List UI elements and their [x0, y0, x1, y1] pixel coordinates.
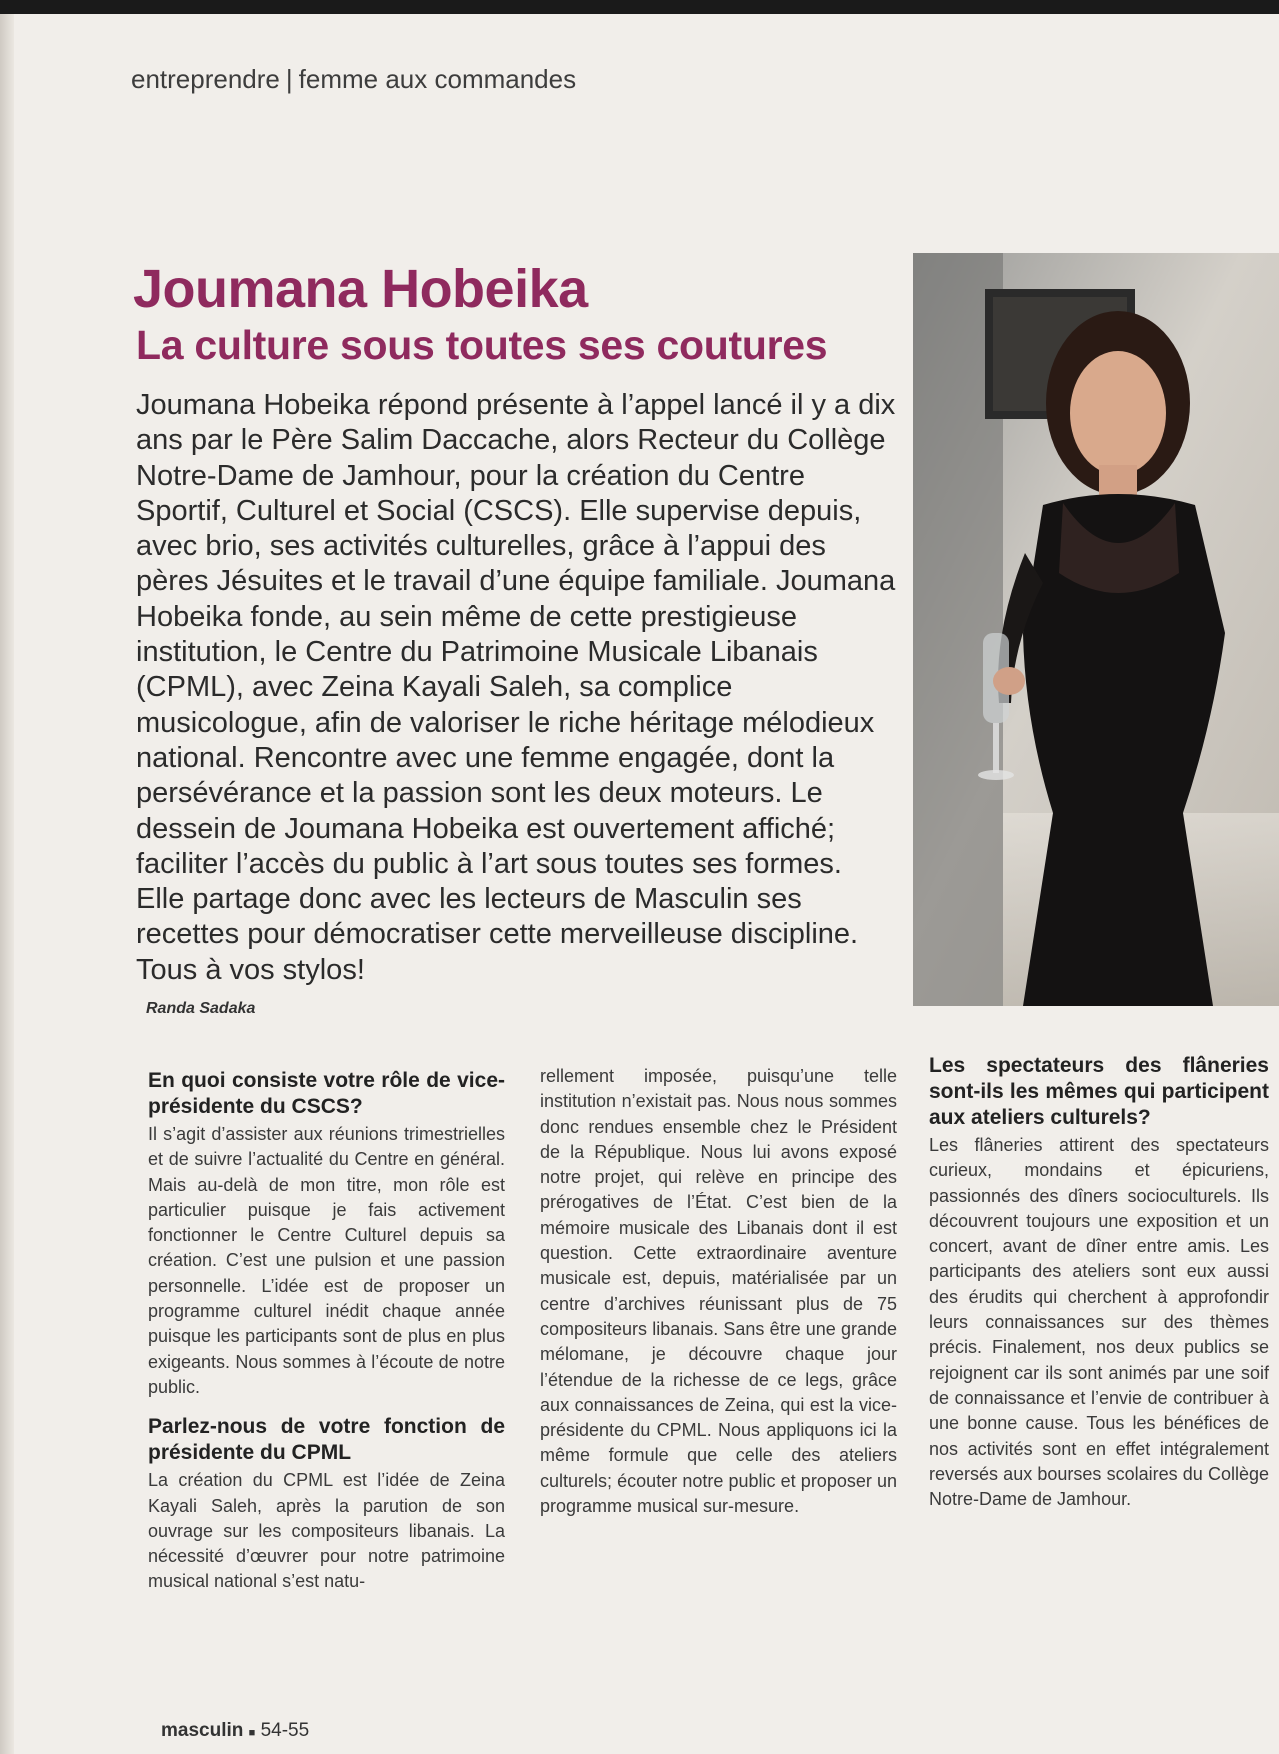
question-3: Les spectateurs des flâneries sont-ils les mêmes qui participent aux ateliers culturels?: [929, 1054, 1269, 1129]
column-3: [929, 1053, 1269, 1512]
page-numbers: 54-55: [260, 1720, 310, 1741]
scan-top-edge: [0, 0, 1279, 14]
article-title: Joumana Hobeika: [133, 259, 588, 319]
answer-1: Il s’agit d’assister aux réunions trimestrielles et de suivre l’actualité du Centre en général. Mais au-delà de mon titre, mon rôle est particulier puisque je fais activement fonctionner le Centre Culturel depuis sa création. C’est une pulsion et une passion personnelle. L’idée est de proposer un programme culturel inédit chaque année puisque les participants sont de plus en plus exigeants. Nous sommes à l’écoute de notre public.: [148, 1124, 505, 1397]
question-1: En quoi consiste votre rôle de vice-présidente du CSCS?: [148, 1069, 505, 1118]
header-separator: |: [285, 64, 293, 94]
column-2: [540, 1064, 897, 1519]
column-1: [148, 1068, 505, 1595]
magazine-brand: masculin: [161, 1720, 244, 1741]
author-byline: Randa Sadaka: [146, 1000, 256, 1017]
section-label: entreprendre: [131, 64, 280, 94]
answer-3: Les flâneries attirent des spectateurs curieux, mondains et épicuriens, passionnés des dîners socioculturels. Ils découvrent toujours une exposition et un concert, avant de dîner entre amis. Les participants des ateliers sont eux aussi des érudits qui cherchent à approfondir leurs connaissances sur des thèmes précis. Finalement, nos deux publics se rejoignent car ils sont animés par une soif de connaissance et l’envie de contribuer à une bonne cause. Tous les bénéfices de nos activités sont en effet intégralement reversés aux bourses scolaires du Collège Notre-Dame de Jamhour.: [929, 1135, 1269, 1510]
article-subtitle: La culture sous toutes ses coutures: [136, 322, 828, 368]
portrait-illustration: [913, 253, 1279, 1006]
answer-2-part-1: La création du CPML est l’idée de Zeina Kayali Saleh, après la parution de son ouvrage sur les compositeurs libanais. La nécessité d’œuvrer pour notre patrimoine musical national s’est natu-: [148, 1470, 505, 1592]
footer-bullet: ■: [248, 1727, 256, 1739]
page-footer: [161, 1720, 309, 1742]
portrait-photo: [913, 253, 1279, 1006]
section-topic: femme aux commandes: [298, 64, 577, 94]
question-2: Parlez-nous de votre fonction de présidente du CPML: [148, 1415, 505, 1465]
article-intro: Joumana Hobeika répond présente à l’appel lancé il y a dix ans par le Père Salim Daccache, alors Recteur du Collège Notre-Dame de Jamhour, pour la création du Centre Sportif, Culturel et Social (CSCS). Elle supervise depuis, avec brio, ses activités culturelles, grâce à l’appui des pères Jésuites et le travail d’une équipe familiale. Joumana Hobeika fonde, au sein même de cette prestigieuse institution, le Centre du Patrimoine Musicale Libanais (CPML), avec Zeina Kayali Saleh, sa complice musicologue, afin de valoriser le riche héritage mélodieux national. Rencontre avec une femme engagée, dont la persévérance et la passion sont les deux moteurs. Le dessein de Joumana Hobeika est ouvertement affiché; faciliter l’accès du public à l’art sous toutes ses formes. Elle partage donc avec les lecteurs de Masculin ses recettes pour démocratiser cette merveilleuse discipline. Tous à vos stylos!: [136, 389, 896, 986]
section-header: [131, 64, 576, 95]
answer-2-part-2: rellement imposée, puisqu’une telle institution n’existait pas. Nous nous sommes donc rendues ensemble chez le Président de la République. Nous lui avons exposé notre projet, qui relève en principe des prérogatives de l’État. C’est bien de la mémoire musicale des Libanais dont il est question. Cette extraordinaire aventure musicale est, depuis, matérialisée par un centre d’archives réunissant plus de 75 compositeurs libanais. Sans être une grande mélomane, je découvre chaque jour l’étendue de la richesse de ce legs, grâce aux connaissances de Zeina, qui est la vice-présidente du CPML. Nous appliquons ici la même formule que celle des ateliers culturels; écouter notre public et proposer un programme musical sur-mesure.: [540, 1066, 897, 1517]
page-spine-shadow: [0, 14, 14, 1754]
